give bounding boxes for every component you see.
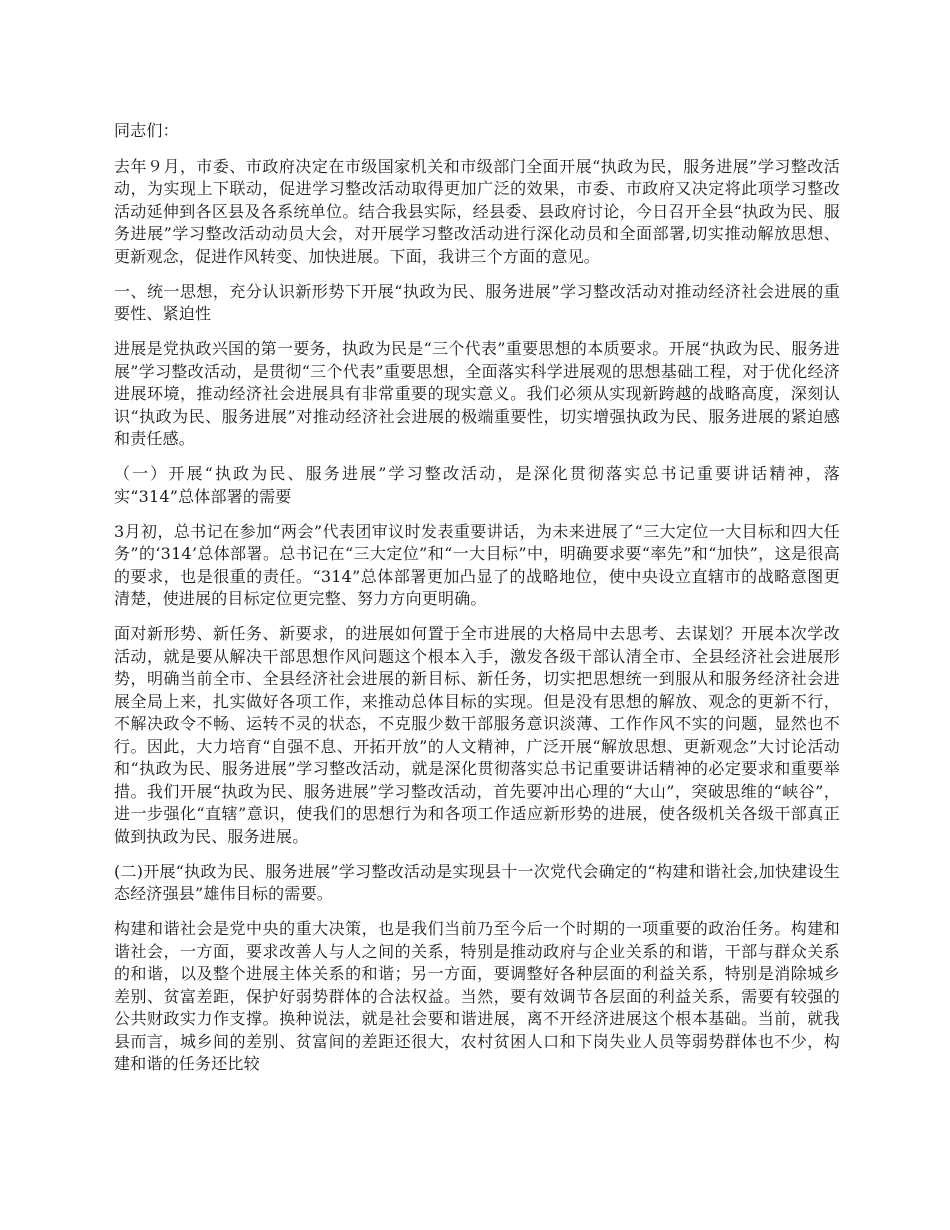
body-paragraph: 面对新形势、新任务、新要求，的进展如何置于全市进展的大格局中去思考、去谋划？开展本次学改活动，就是要从解决干部思想作风问题这个根本入手，激发各级干部认清全市、全县经济社会进展形势，明确当前全市、全县经济社会进展的新目标、新任务，切实把思想统一到服从和服务经济社会进展全局上来，扎实做好各项工作，来推动总体目标的实现。但是没有思想的解放、观念的更新不行，不解决政令不畅、运转不灵的状态，不克服少数干部服务意识淡薄、工作作风不实的问题，显然也不行。因此，大力培育“自强不息、开拓开放”的人文精神，广泛开展“解放思想、更新观念”大讨论活动和“执政为民、服务进展”学习整改活动，就是深化贯彻落实总书记重要讲话精神的必定要求和重要举措。我们开展“执政为民、服务进展”学习整改活动，首先要冲出心理的“大山”，突破思维的“峡谷”，进一步强化“直辖”意识，使我们的思想行为和各项工作适应新形势的进展，使各级机关各级干部真正做到执政为民、服务进展。 <box>114 624 840 846</box>
salutation: 同志们： <box>114 121 179 140</box>
subsection-heading-2: (二)开展“执政为民、服务进展”学习整改活动是实现县十一次党代会确定的“构建和谐社会,加快建设生态经济强县”雄伟目标的需要。 <box>114 861 840 903</box>
intro-paragraph: 去年９月，市委、市政府决定在市级国家机关和市级部门全面开展“执政为民，服务进展”学习整改活动，为实现上下联动，促进学习整改活动取得更加广泛的效果，市委、市政府又决定将此项学习整改活动延伸到各区县及各系统单位。结合我县实际，经县委、县政府讨论，今日召开全县“执政为民、服务进展”学习整改活动动员大会，对开展学习整改活动进行深化动员和全面部署,切实推动解放思想、更新观念，促进作风转变、加快进展。下面，我讲三个方面的意见。 <box>114 156 840 266</box>
body-paragraph: 3月初，总书记在参加“两会”代表团审议时发表重要讲话，为未来进展了“三大定位一大目标和四大任务”的‘314’总体部署。总书记在“三大定位”和“一大目标”中，明确要求要“率先”和“加快”，这是很高的要求，也是很重的责任。“314”总体部署更加凸显了的战略地位，使中央设立直辖市的战略意图更清楚，使进展的目标定位更完整、努力方向更明确。 <box>114 521 840 608</box>
body-paragraph: 进展是党执政兴国的第一要务，执政为民是“三个代表”重要思想的本质要求。开展“执政为民、服务进展”学习整改活动，是贯彻“三个代表”重要思想，全面落实科学进展观的思想基础工程，对于优化经济进展环境，推动经济社会进展具有非常重要的现实意义。我们必须从实现新跨越的战略高度，深刻认识“执政为民、服务进展”对推动经济社会进展的极端重要性，切实增强执政为民、服务进展的紧迫感和责任感。 <box>114 339 840 448</box>
subsection-heading-1: （一）开展“执政为民、服务进展”学习整改活动，是深化贯彻落实总书记重要讲话精神，落实“314”总体部署的需要 <box>114 464 840 506</box>
document-body <box>114 120 840 1088</box>
body-paragraph: 构建和谐社会是党中央的重大决策，也是我们当前乃至今后一个时期的一项重要的政治任务。构建和谐社会，一方面，要求改善人与人之间的关系，特别是推动政府与企业关系的和谐，干部与群众关系的和谐，以及整个进展主体关系的和谐；另一方面，要调整好各种层面的利益关系，特别是消除城乡差别、贫富差距，保护好弱势群体的合法权益。当然，要有效调节各层面的利益关系，需要有较强的公共财政实力作支撑。换种说法，就是社会要和谐进展，离不开经济进展这个根本基础。当前，就我县而言，城乡间的差别、贫富间的差距还很大，农村贫困人口和下岗失业人员等弱势群体也不少，构建和谐的任务还比较 <box>114 919 840 1073</box>
section-heading-1: 一、统一思想，充分认识新形势下开展“执政为民、服务进展”学习整改活动对推动经济社会进展的重要性、紧迫性 <box>114 281 840 323</box>
